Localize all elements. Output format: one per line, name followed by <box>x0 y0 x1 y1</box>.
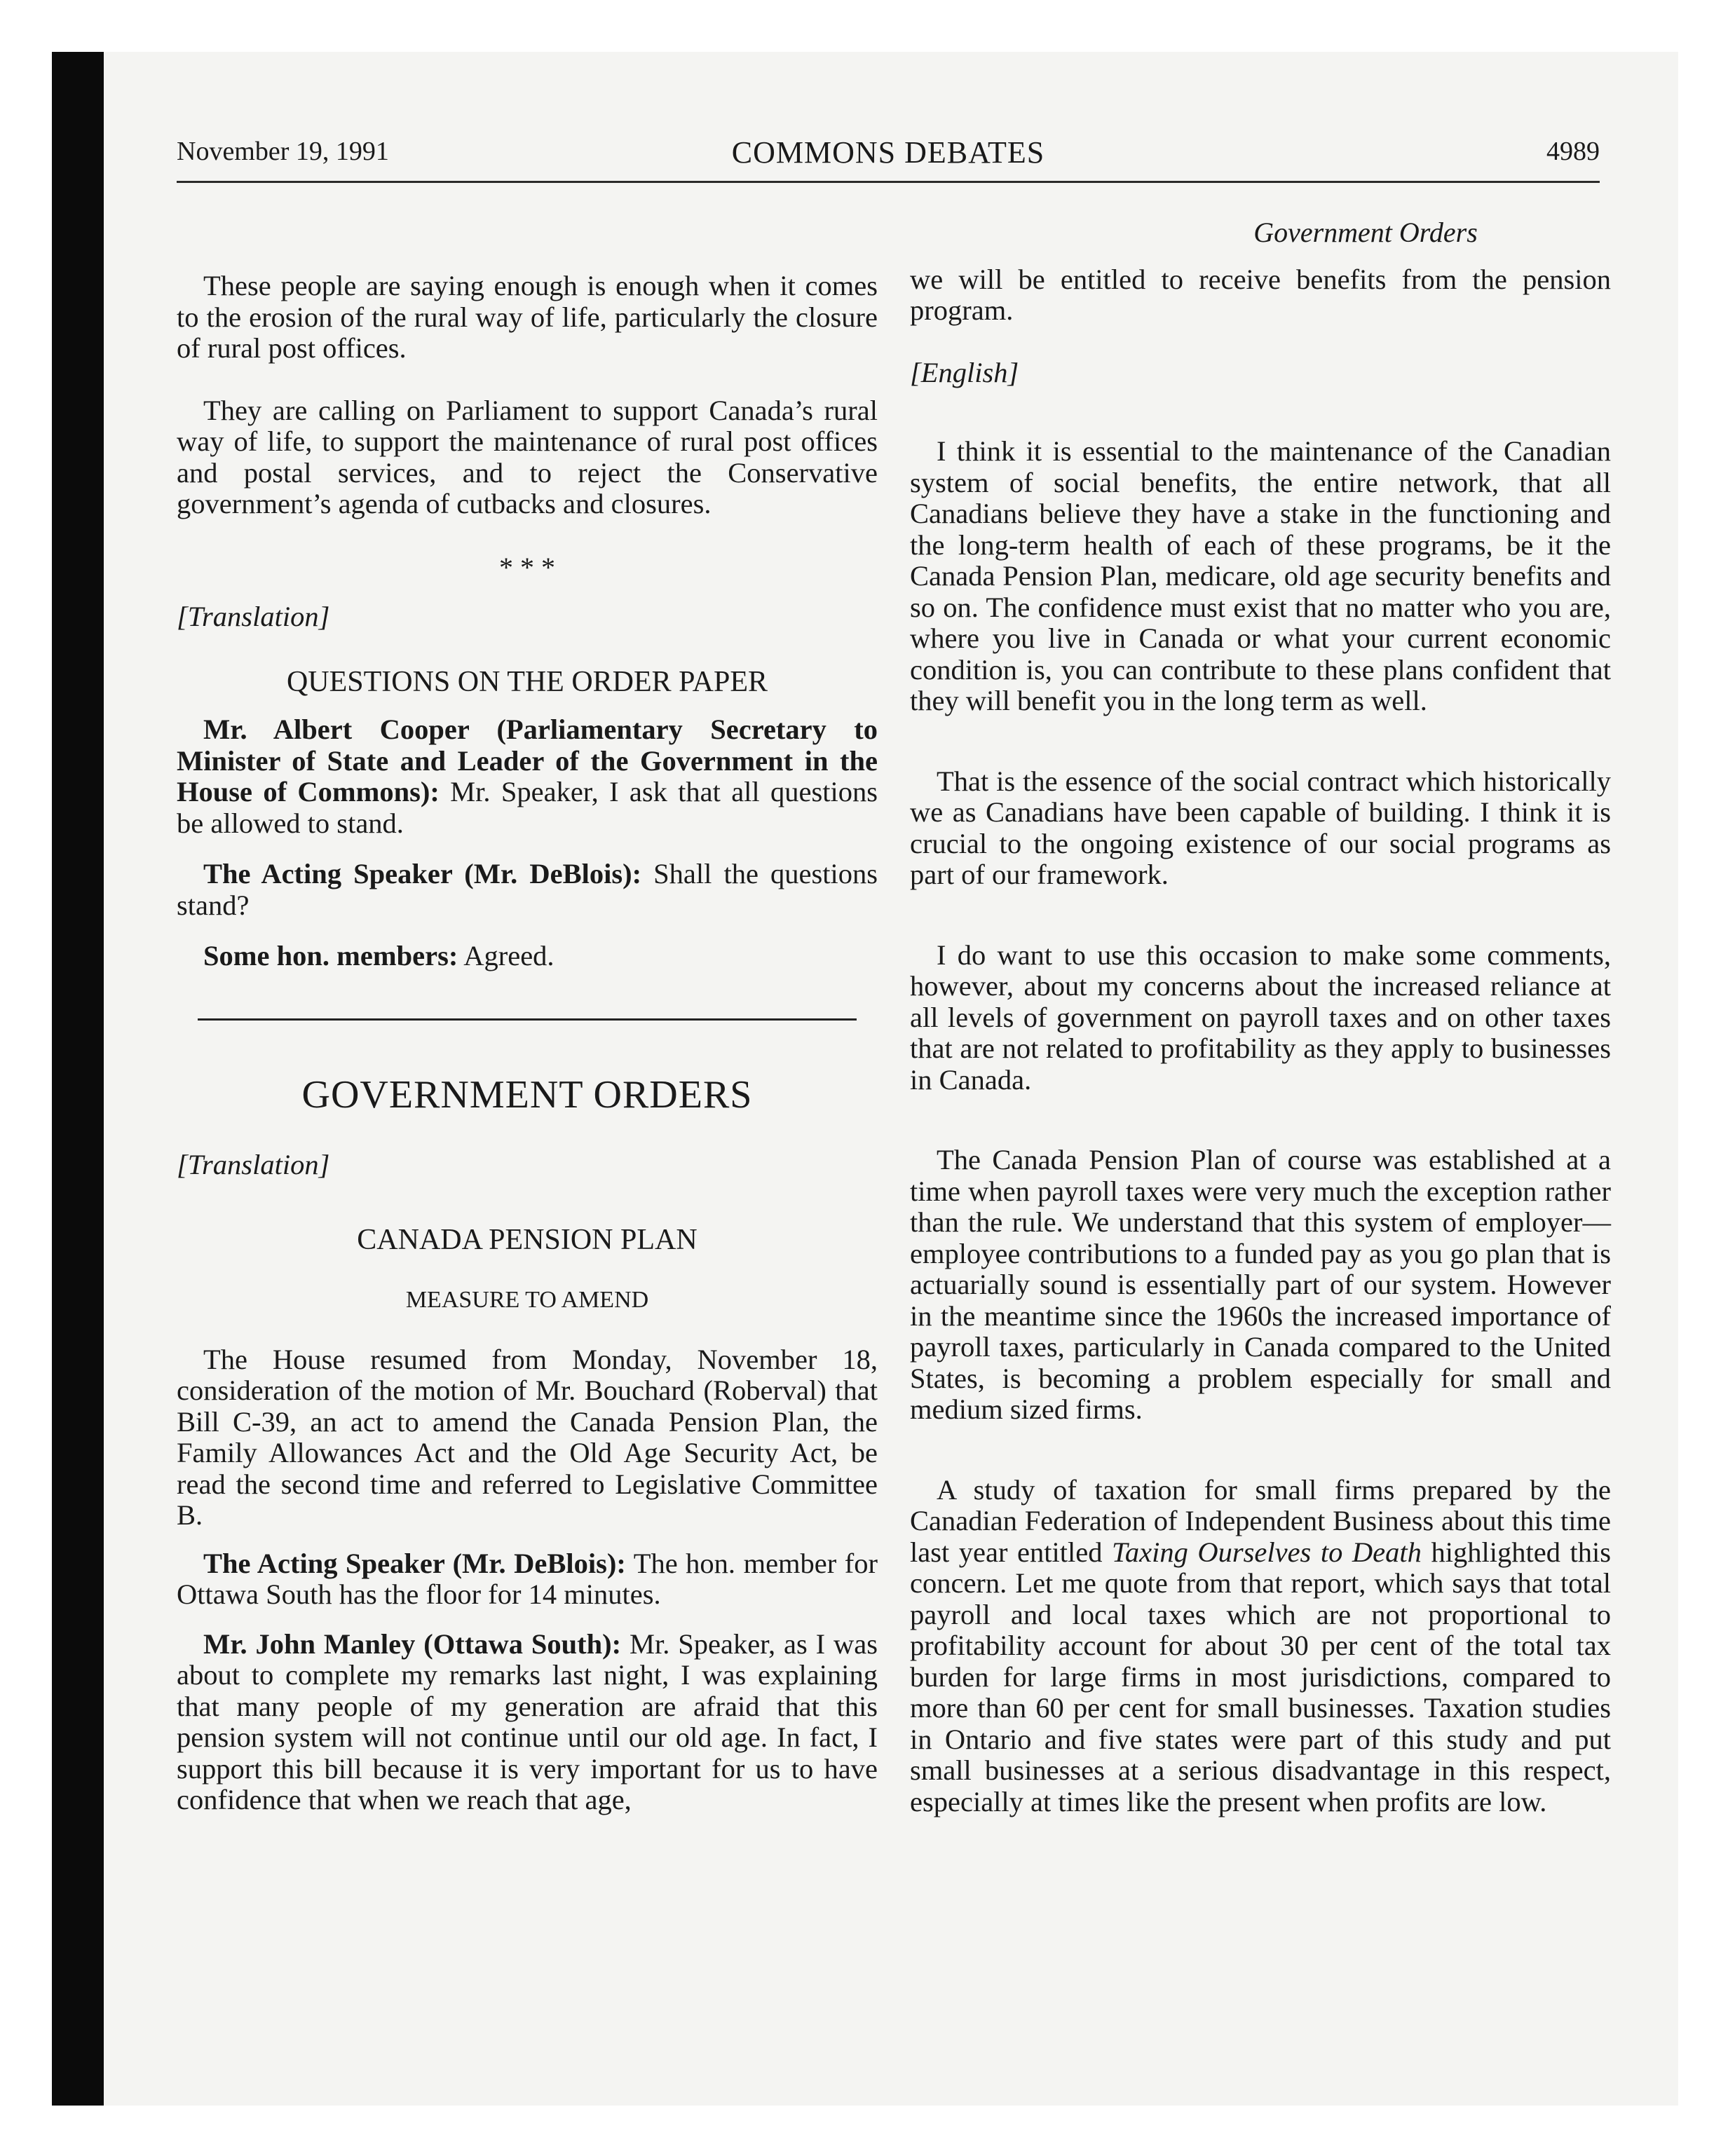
speech-text: Agreed. <box>458 940 554 971</box>
header-page-number: 4989 <box>1546 137 1600 166</box>
speech-text: Shall the questions stand? <box>177 858 878 921</box>
speaker-name: Some hon. members: <box>203 940 458 971</box>
right-column <box>910 210 1611 1817</box>
speaker-name: Mr. Albert Cooper (Parliamentary Secretary to Minister of State and Leader of the Government in the House of Commons): <box>177 714 878 807</box>
speaker-name: The Acting Speaker (Mr. DeBlois): <box>203 1547 626 1579</box>
english-label: [English] <box>910 356 1019 388</box>
manley-speech <box>177 1629 878 1816</box>
section-separator-stars: * * * <box>499 551 555 583</box>
paragraph-pension-benefits: we will be entitled to receive benefits from the pension program. <box>910 263 1611 326</box>
paragraph-social-contract: That is the essence of the social contract which historically we as Canadians have been capable of building. I think it is crucial to the ongoing existence of our social programs as part of our framework. <box>910 765 1611 890</box>
speaker-name: Mr. John Manley (Ottawa South): <box>203 1628 622 1660</box>
study-text-end: highlighted this concern. Let me quote from that report, which says that total payroll and local taxes which are not proportional to profitability account for about 30 per cent of the total tax burden for large firms in most jurisdictions, compared to more than 60 per cent for small businesses. Taxation studies in Ontario and five states were part of this study and put small businesses at a serious disadvantage in this respect, especially at times like the present when profits are low. <box>910 1536 1611 1817</box>
header-publication-title: COMMONS DEBATES <box>731 135 1045 170</box>
page-header <box>177 132 1600 183</box>
speaker-name: The Acting Speaker (Mr. DeBlois): <box>203 858 642 889</box>
canada-pension-plan-heading: CANADA PENSION PLAN <box>357 1223 698 1256</box>
paragraph-taxation-study <box>910 1475 1611 1818</box>
acting-speaker-floor <box>177 1548 878 1611</box>
house-resumed-paragraph: The House resumed from Monday, November 18, consideration of the motion of Mr. Bouchard (Roberval) that Bill C-39, an act to amend the Canada Pension Plan, the Family Allowances Act and the Old Age Security Act, be read the second time and referred to Legislative Committee B. <box>177 1343 878 1531</box>
translation-label: [Translation] <box>177 1149 330 1180</box>
paragraph-calling-on-parliament: They are calling on Parliament to support Canada’s rural way of life, to support the maintenance of rural post offices and postal services, and to reject the Conservative government’s agenda of cutbacks and closures. <box>177 394 878 519</box>
speech-text: Mr. Speaker, as I was about to complete my remarks last night, I was explaining that many people of my generation are afraid that this pension system will not continue until our old age. In fact, I support this bill because it is very important for us to have confidence that when we reach that age, <box>177 1628 878 1815</box>
acting-speaker-question <box>177 859 878 921</box>
report-title: Taxing Ourselves to Death <box>1112 1536 1422 1568</box>
paragraph-rural-erosion: These people are saying enough is enough when it comes to the erosion of the rural way of life, particularly the closure of rural post offices. <box>177 270 878 364</box>
cooper-statement <box>177 714 878 839</box>
header-date: November 19, 1991 <box>177 137 389 166</box>
left-column <box>177 210 878 1816</box>
speech-text: Mr. Speaker, I ask that all questions be allowed to stand. <box>177 776 878 839</box>
questions-order-paper-heading: QUESTIONS ON THE ORDER PAPER <box>286 665 768 698</box>
scan-spine-shadow <box>52 52 104 2106</box>
translation-label: [Translation] <box>177 601 330 632</box>
members-agreed <box>177 941 878 972</box>
government-orders-heading: GOVERNMENT ORDERS <box>301 1072 753 1117</box>
speech-text: The hon. member for Ottawa South has the floor for 14 minutes. <box>177 1547 878 1610</box>
study-text-start: A study of taxation for small firms prepared by the Canadian Federation of Independent Business about this time last year entitled <box>910 1473 1611 1568</box>
paragraph-cpp-history: The Canada Pension Plan of course was established at a time when payroll taxes were very much the exception rather than the rule. We understand that this system of employer—employee contributions to a funded pay as you go plan that is actuarially sound is essentially part of our system. However in the meantime since the 1960s the increased importance of payroll taxes, particularly in Canada compared to the United States, is becoming a problem especially for small and medium sized firms. <box>910 1144 1611 1425</box>
running-head: Government Orders <box>1253 217 1478 248</box>
paragraph-essential: I think it is essential to the maintenance of the Canadian system of social benefits, the entire network, that all Canadians believe they have a stake in the functioning and the long-term health of each of these programs, be it the Canada Pension Plan, medicare, old age security benefits and so on. The confidence must exist that no matter who you are, where you live in Canada or what your current economic condition is, you can contribute to these plans confident that they will benefit you in the long term as well. <box>910 435 1611 716</box>
measure-to-amend-subheading: MEASURE TO AMEND <box>405 1287 649 1313</box>
paragraph-payroll-concerns: I do want to use this occasion to make some comments, however, about my concerns about the increased reliance at all levels of government on payroll taxes and on other taxes that are not related to profitability as they apply to businesses in Canada. <box>910 939 1611 1096</box>
